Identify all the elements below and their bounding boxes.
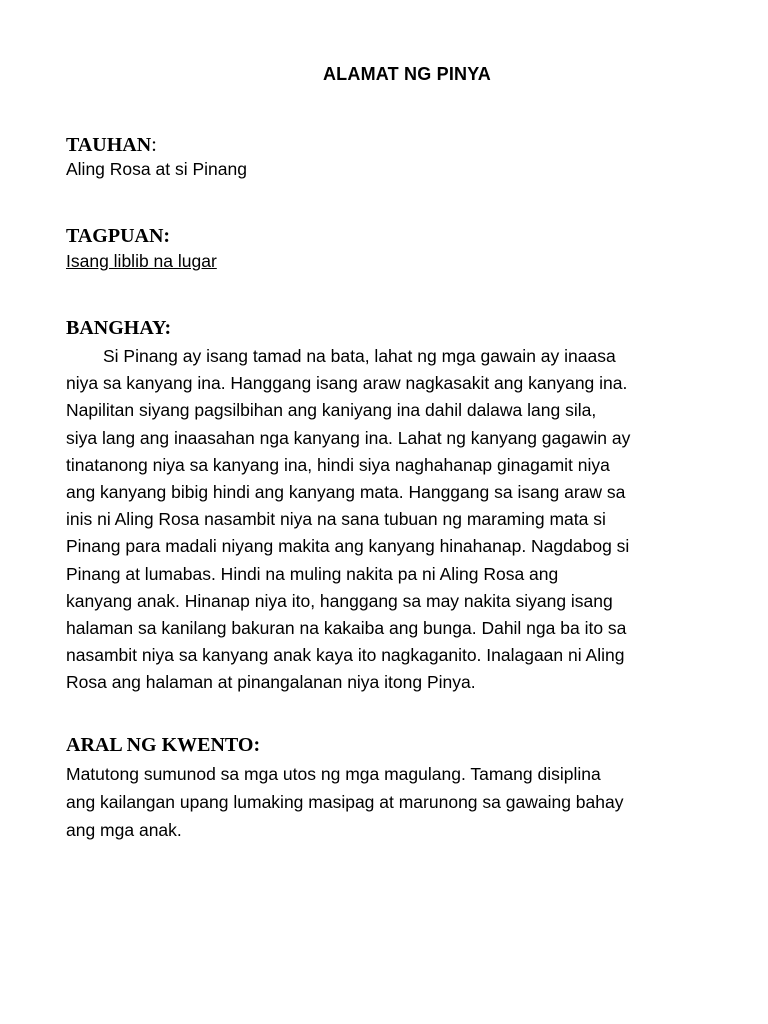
banghay-line: halaman sa kanilang bakuran na kakaiba ang bunga. Dahil nga ba ito sa: [66, 617, 627, 638]
banghay-line: kanyang anak. Hinanap niya ito, hanggang sa may nakita siyang isang: [66, 590, 613, 611]
aral-line: ang kailangan upang lumaking masipag at marunong sa gawaing bahay: [66, 792, 624, 812]
tagpuan-text: Isang liblib na lugar: [66, 251, 217, 271]
tauhan-heading-label: TAUHAN: [66, 134, 152, 156]
banghay-line: Pinang at lumabas. Hindi na muling nakita pa ni Aling Rosa ang: [66, 563, 559, 584]
banghay-line: Pinang para madali niyang makita ang kanyang hinahanap. Nagdabog si: [66, 536, 630, 557]
tauhan-heading: [66, 134, 157, 157]
banghay-paragraph: [66, 343, 706, 696]
banghay-line: siya lang ang inaasahan nga kanyang ina. Lahat ng kanyang gagawin ay: [66, 427, 631, 448]
banghay-line: ang kanyang bibig hindi ang kanyang mata. Hanggang sa isang araw sa: [66, 481, 626, 502]
tauhan-heading-colon: :: [151, 134, 157, 156]
tagpuan-heading: TAGPUAN:: [66, 225, 171, 247]
banghay-line: inis ni Aling Rosa nasambit niya na sana tubuan ng maraming mata si: [66, 509, 606, 530]
aral-heading: ARAL NG KWENTO:: [66, 734, 261, 756]
aral-line: Matutong sumunod sa mga utos ng mga magulang. Tamang disiplina: [66, 764, 601, 784]
aral-paragraph: [66, 760, 716, 844]
banghay-line: Napilitan siyang pagsilbihan ang kaniyang ina dahil dalawa lang sila,: [66, 400, 597, 421]
banghay-line: niya sa kanyang ina. Hanggang isang araw nagkasakit ang kanyang ina.: [66, 373, 628, 394]
document-title: ALAMAT NG PINYA: [322, 64, 491, 84]
tauhan-text: Aling Rosa at si Pinang: [66, 159, 247, 179]
banghay-heading: BANGHAY:: [66, 317, 172, 339]
banghay-line: Rosa ang halaman at pinangalanan niya itong Pinya.: [66, 672, 476, 693]
banghay-line: Si Pinang ay isang tamad na bata, lahat ng mga gawain ay inaasa: [103, 346, 616, 366]
banghay-line: tinatanong niya sa kanyang ina, hindi siya naghahanap ginagamit niya: [66, 454, 610, 475]
banghay-line: nasambit niya sa kanyang anak kaya ito nagkaganito. Inalagaan ni Aling: [66, 645, 625, 666]
aral-line: ang mga anak.: [66, 820, 182, 840]
